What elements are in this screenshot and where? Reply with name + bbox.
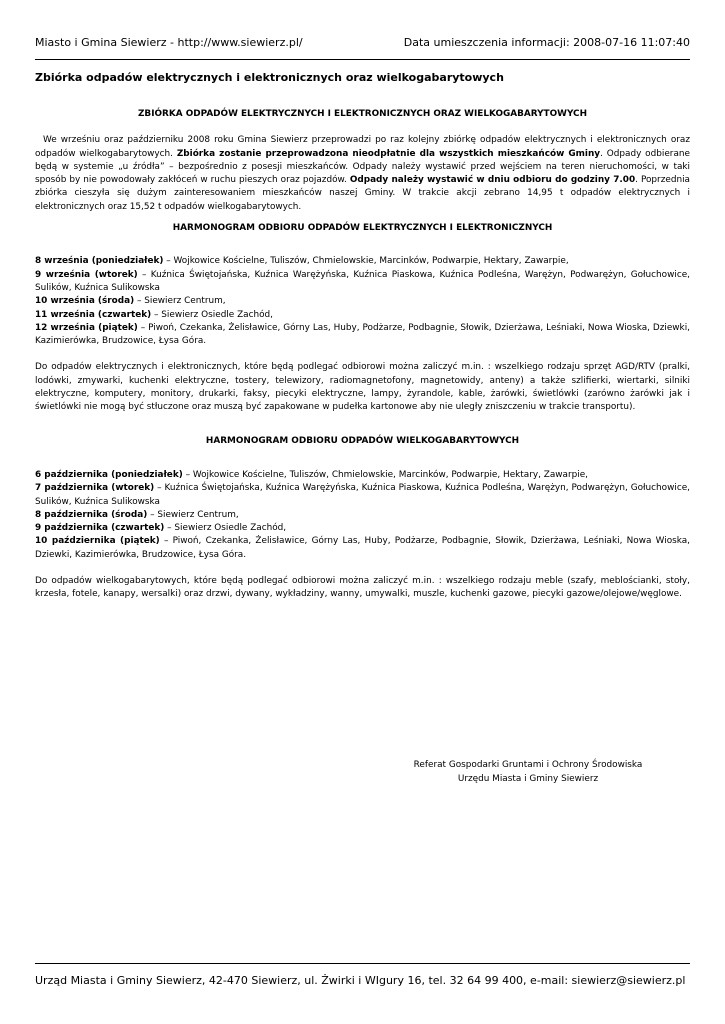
intro-text-3: . Poprzednia zbiórka cieszyła się dużym zainteresowaniem mieszkańców naszej Gminy. W trakcie akcji zebrano 14,95 t odpadów elektrycznych i elektronicznych oraz 15,52 t odpadów wielkogabarytowych. [35, 175, 690, 212]
footer-divider [35, 963, 690, 964]
intro-bold-2: Odpady należy wystawić w dniu odbioru do godziny 7.00 [349, 175, 636, 186]
schedule-entry [35, 255, 690, 268]
signature-block [408, 758, 648, 786]
schedule-date: 10 września (środa) [35, 296, 135, 307]
schedule-date: 8 września (poniedziałek) [35, 256, 164, 267]
schedule-entry [35, 269, 690, 296]
signature-office: Urzędu Miasta i Gminy Siewierz [457, 774, 599, 784]
intro-bold-1: Zbiórka zostanie przeprowadzona nieodpłatnie dla wszystkich mieszkańców Gminy [176, 148, 601, 159]
bulky-schedule-heading: HARMONOGRAM ODBIORU ODPADÓW WIELKOGABARYTOWYCH [205, 435, 520, 446]
schedule-date: 9 września (wtorek) [35, 269, 138, 280]
schedule-date: 6 października (poniedziałek) [35, 469, 183, 480]
header-publish-date: Data umieszczenia informacji: 2008-07-16 11:07:40 [403, 36, 690, 49]
electronics-schedule [35, 255, 690, 348]
schedule-date: 8 października (środa) [35, 509, 148, 520]
schedule-date: 11 września (czwartek) [35, 309, 152, 320]
page-header [35, 35, 690, 53]
schedule-entry [35, 522, 690, 535]
signature-department: Referat Gospodarki Gruntami i Ochrony Środowiska [413, 760, 643, 770]
schedule-places: – Kuźnica Świętojańska, Kuźnica Warężyńska, Kuźnica Piaskowa, Kuźnica Podleśna, Warężyn, Podwarężyn, Gołuchowice, Sulików, Kuźnica Sulikowska [35, 483, 690, 507]
document-body [35, 108, 690, 602]
electronics-schedule-heading: HARMONOGRAM ODBIORU ODPADÓW ELEKTRYCZNYCH I ELEKTRONICZNYCH [172, 223, 553, 234]
schedule-entry [35, 469, 690, 482]
intro-text-1: We wrześniu oraz październiku 2008 roku Gmina Siewierz przeprowadzi po raz kolejny zbiórkę odpadów elektrycznych i elektronicznych oraz odpadów wielkogabarytowych. [35, 135, 690, 159]
header-divider [35, 59, 690, 60]
schedule-date: 12 września (piątek) [35, 322, 138, 333]
schedule-places: – Wojkowice Kościelne, Tuliszów, Chmielowskie, Marcinków, Podwarpie, Hektary, Zawarpie, [163, 256, 569, 267]
bulky-note: Do odpadów wielkogabarytowych, które będą podlegać odbiorowi można zaliczyć m.in. : wszelkiego rodzaju meble (szafy, meblościanki, stoły, krzesła, fotele, kanapy, wersalki) oraz drzwi, dywany, wykładziny, wanny, umywalki, muszle, kuchenki gazowe, piecyki gazowe/olejowe/węglowe. [35, 576, 690, 600]
schedule-entry [35, 295, 690, 308]
schedule-places: – Kuźnica Świętojańska, Kuźnica Warężyńska, Kuźnica Piaskowa, Kuźnica Podleśna, Warężyn, Podwarężyn, Gołuchowice, Sulików, Kuźnica Sulikowska [35, 269, 690, 293]
schedule-places: – Piwoń, Czekanka, Żelisławice, Górny Las, Huby, Podżarze, Podbagnie, Słowik, Dzierżawa, Leśniaki, Nowa Wioska, Dziewki, Kazimierówka, Brudzowice, Łysa Góra. [35, 536, 690, 560]
bulky-schedule [35, 469, 690, 562]
schedule-date: 7 października (wtorek) [35, 483, 155, 494]
schedule-entry [35, 322, 690, 349]
schedule-date: 10 października (piątek) [35, 536, 160, 547]
schedule-entry [35, 309, 690, 322]
header-site-url: Miasto i Gmina Siewierz - http://www.siewierz.pl/ [35, 36, 303, 49]
intro-text-2: . Odpady odbierane będą w systemie „u źródła” – bezpośrednio z posesji mieszkańców. Odpady należy wystawić przed wejściem na teren nieruchomości, w taki sposób by nie powodowały zakłóceń w ruchu pieszych oraz pojazdów. [35, 148, 690, 186]
electronics-note: Do odpadów elektrycznych i elektronicznych, które będą podlegać odbiorowi można zaliczyć m.in. : wszelkiego rodzaju sprzęt AGD/RTV (pralki, lodówki, zmywarki, kuchenki elektryczne, tostery, telewizory, radiomagnetofony, magnetowidy, anteny) a także szlifierki, wiertarki, silniki elektryczne, komputery, monitory, drukarki, faksy, piecyki elektryczne, lampy, żyrandole, kable, żarówki, świetlówki (zarówno żarówki jak i świetlówki nie mogą być stłuczone oraz muszą być zapakowane w pudełka kartonowe aby nie uległy zniszczeniu w trakcie transportu). [35, 362, 690, 413]
schedule-date: 9 października (czwartek) [35, 523, 165, 534]
schedule-entry [35, 509, 690, 522]
schedule-places: – Siewierz Centrum, [134, 296, 226, 307]
schedule-places: – Siewierz Osiedle Zachód, [151, 309, 273, 320]
document-title: Zbiórka odpadów elektrycznych i elektronicznych oraz wielkogabarytowych [35, 71, 504, 84]
schedule-places: – Piwoń, Czekanka, Żelisławice, Górny Las, Huby, Podżarze, Podbagnie, Słowik, Dzierżawa, Leśniaki, Nowa Wioska, Dziewki, Kazimierówka, Brudzowice, Łysa Góra. [35, 322, 690, 347]
section-title: ZBIÓRKA ODPADÓW ELEKTRYCZNYCH I ELEKTRONICZNYCH ORAZ WIELKOGABARYTOWYCH [138, 109, 587, 119]
intro-paragraph [35, 134, 690, 214]
schedule-places: – Wojkowice Kościelne, Tuliszów, Chmielowskie, Marcinków, Podwarpie, Hektary, Zawarpie, [182, 469, 588, 480]
schedule-places: – Siewierz Centrum, [147, 509, 239, 520]
schedule-places: – Siewierz Osiedle Zachód, [164, 523, 287, 534]
schedule-entry [35, 535, 690, 562]
page-footer: Urząd Miasta i Gminy Siewierz, 42-470 Siewierz, ul. Żwirki i WIgury 16, tel. 32 64 99 400, e-mail: siewierz@siewierz.pl [35, 974, 686, 987]
schedule-entry [35, 482, 690, 509]
